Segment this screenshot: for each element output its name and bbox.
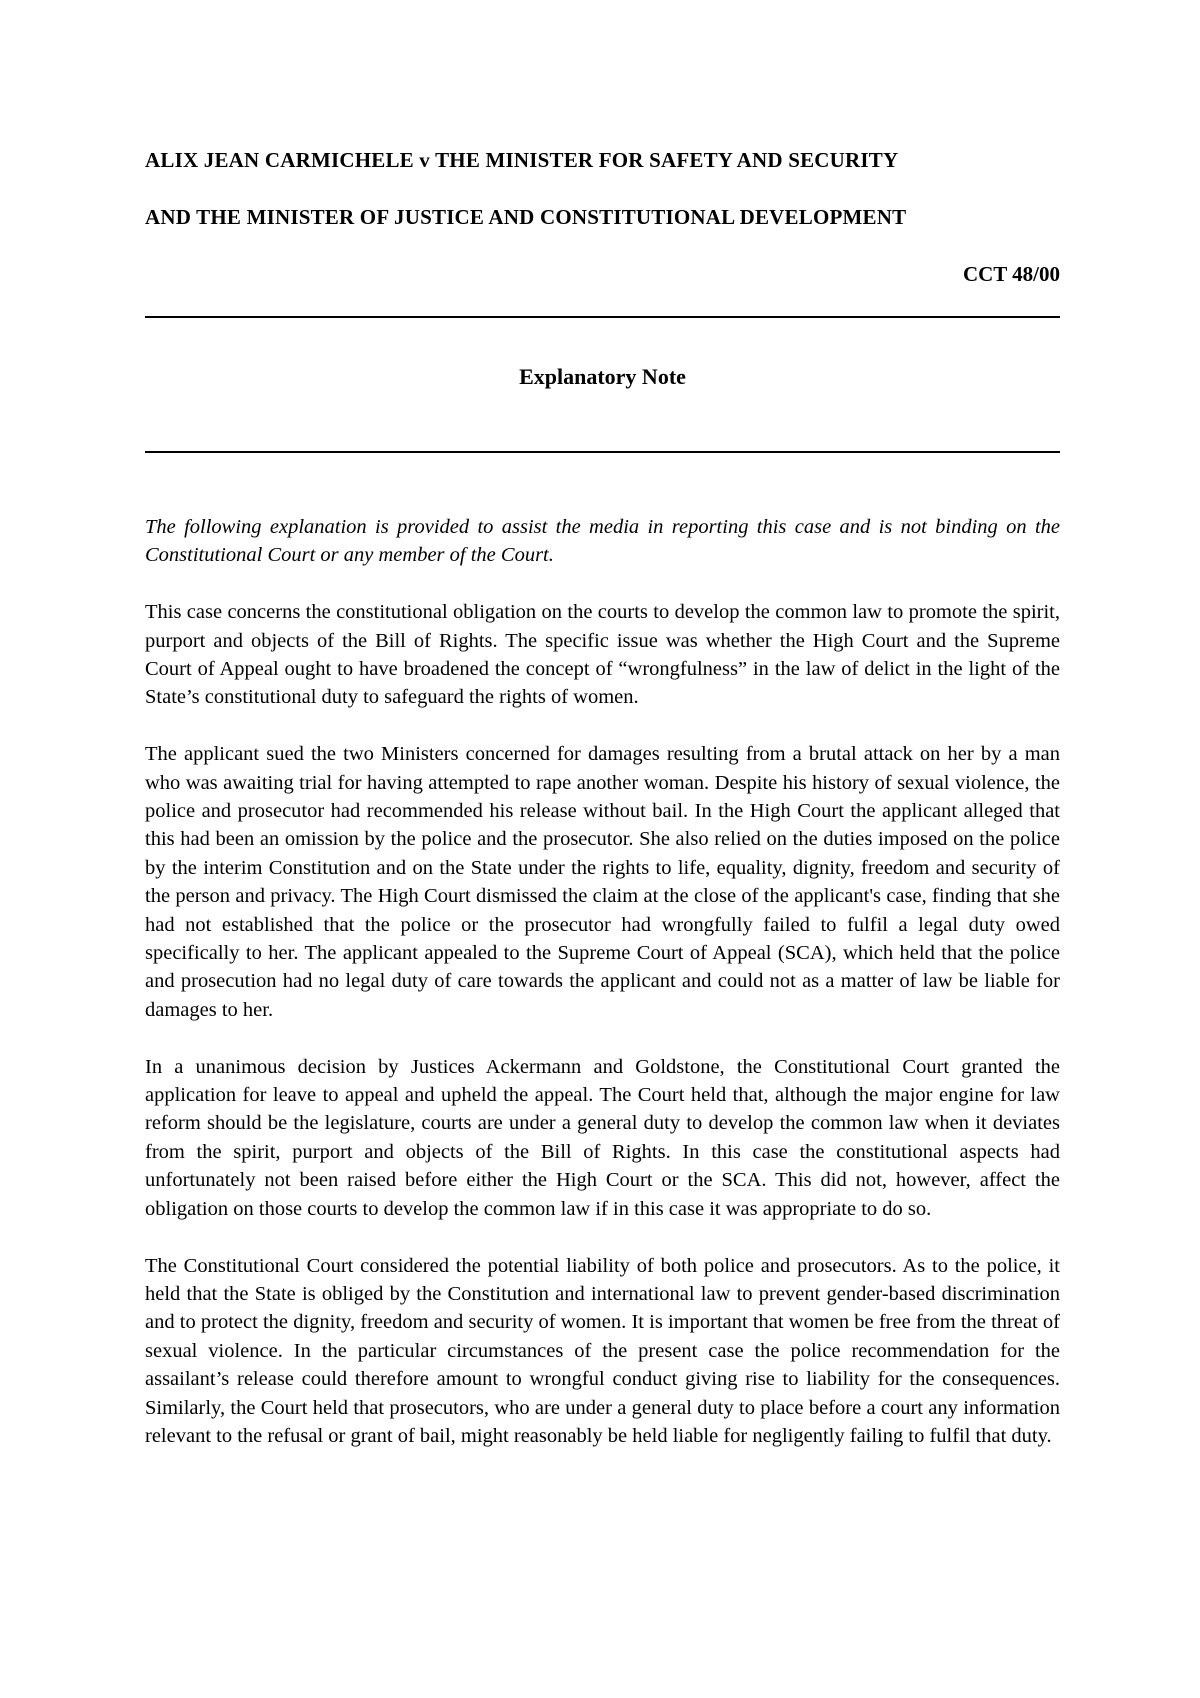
top-divider <box>145 316 1060 318</box>
case-caption-line-2: AND THE MINISTER OF JUSTICE AND CONSTITUTIONAL DEVELOPMENT <box>145 205 907 229</box>
case-caption-line-1: ALIX JEAN CARMICHELE v THE MINISTER FOR SAFETY AND SECURITY <box>145 148 899 172</box>
body-paragraph-1: This case concerns the constitutional obligation on the courts to develop the common law to promote the spirit, purport and objects of the Bill of Rights. The specific issue was whether the High Court and the Supreme Court of Appeal ought to have broadened the concept of “wrongfulness” in the law of delict in the light of the State’s constitutional duty to safeguard the rights of women. <box>145 601 1060 709</box>
body-paragraph-4: The Constitutional Court considered the potential liability of both police and prosecutors. As to the police, it held that the State is obliged by the Constitution and international law to prevent gender-based discrimination and to protect the dignity, freedom and security of women. It is important that women be free from the threat of sexual violence. In the particular circumstances of the present case the police recommendation for the assailant’s release could therefore amount to wrongful conduct giving rise to liability for the consequences. Similarly, the Court held that prosecutors, who are under a general duty to place before a court any information relevant to the refusal or grant of bail, might reasonably be held liable for negligently failing to fulfil that duty. <box>145 1254 1060 1447</box>
body-paragraph-2: The applicant sued the two Ministers concerned for damages resulting from a brutal attack on her by a man who was awaiting trial for having attempted to rape another woman. Despite his history of sexual violence, the police and prosecutor had recommended his release without bail. In the High Court the applicant alleged that this had been an omission by the police and the prosecutor. She also relied on the duties imposed on the police by the interim Constitution and on the State under the rights to life, equality, dignity, freedom and security of the person and privacy. The High Court dismissed the claim at the close of the applicant's case, finding that she had not established that the police or the prosecutor had wrongfully failed to fulfil a legal duty owed specifically to her. The applicant appealed to the Supreme Court of Appeal (SCA), which held that the police and prosecution had no legal duty of care towards the applicant and could not as a matter of law be liable for damages to her. <box>145 743 1060 1021</box>
bottom-divider <box>145 451 1060 453</box>
case-number: CCT 48/00 <box>962 262 1060 286</box>
body-paragraph-3: In a unanimous decision by Justices Ackermann and Goldstone, the Constitutional Court granted the application for leave to appeal and upheld the appeal. The Court held that, although the major engine for law reform should be the legislature, courts are under a general duty to develop the common law when it deviates from the spirit, purport and objects of the Bill of Rights. In this case the constitutional aspects had unfortunately not been raised before either the High Court or the SCA. This did not, however, affect the obligation on those courts to develop the common law if in this case it was appropriate to do so. <box>145 1055 1060 1220</box>
disclaimer-paragraph: The following explanation is provided to assist the media in reporting this case and is not binding on the Constitutional Court or any member of the Court. <box>145 516 1060 567</box>
document-body <box>145 513 1060 1479</box>
document-page <box>145 0 1060 1698</box>
document-title: Explanatory Note <box>519 364 686 389</box>
